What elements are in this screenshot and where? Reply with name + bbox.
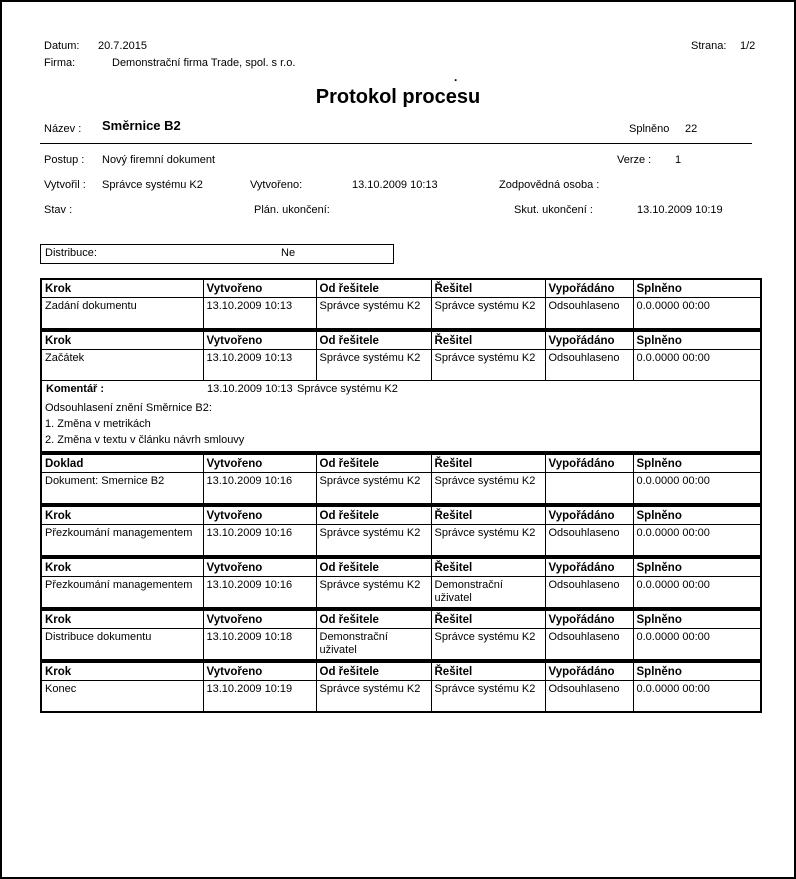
table-cell: Správce systému K2 xyxy=(316,473,431,505)
stray-dot: . xyxy=(454,70,458,84)
vytvoreno-value: 13.10.2009 10:13 xyxy=(352,179,438,191)
column-header: Krok xyxy=(41,506,203,525)
postup-value: Nový firemní dokument xyxy=(102,154,216,166)
divider-line xyxy=(40,143,752,144)
table-cell: Odsouhlaseno xyxy=(545,298,633,330)
table-cell: Odsouhlaseno xyxy=(545,350,633,381)
column-header: Splněno xyxy=(633,331,761,350)
verze-label: Verze : xyxy=(617,154,652,166)
process-tables xyxy=(40,278,760,713)
column-header: Řešitel xyxy=(431,279,545,298)
table-cell: Správce systému K2 xyxy=(431,473,545,505)
table-cell: 13.10.2009 10:18 xyxy=(203,629,316,661)
protocol-table xyxy=(40,505,762,557)
zodpovedna-label: Zodpovědná osoba : xyxy=(499,179,600,191)
table-cell: 13.10.2009 10:13 xyxy=(203,350,316,381)
table-cell: 0.0.0000 00:00 xyxy=(633,629,761,661)
skut-ukonceni-value: 13.10.2009 10:19 xyxy=(637,204,723,216)
column-header: Vypořádáno xyxy=(545,331,633,350)
column-header: Splněno xyxy=(633,506,761,525)
column-header: Krok xyxy=(41,662,203,681)
datum-label: Datum: xyxy=(44,40,80,52)
column-header: Řešitel xyxy=(431,662,545,681)
table-cell: Správce systému K2 xyxy=(316,577,431,609)
table-cell: Odsouhlaseno xyxy=(545,525,633,557)
protocol-table xyxy=(40,557,762,609)
table-cell: 13.10.2009 10:19 xyxy=(203,681,316,713)
column-header: Od řešitele xyxy=(316,331,431,350)
comment-date: 13.10.2009 10:13 xyxy=(207,383,293,395)
table-cell: Demonstrační uživatel xyxy=(431,577,545,609)
protocol-table xyxy=(40,330,762,453)
datum-value: 20.7.2015 xyxy=(98,40,147,52)
column-header: Vypořádáno xyxy=(545,662,633,681)
firma-value: Demonstrační firma Trade, spol. s r.o. xyxy=(112,57,296,69)
table-cell: 13.10.2009 10:16 xyxy=(203,577,316,609)
table-cell: Odsouhlaseno xyxy=(545,629,633,661)
column-header: Vytvořeno xyxy=(203,279,316,298)
table-cell: Distribuce dokumentu xyxy=(41,629,203,661)
column-header: Splněno xyxy=(633,610,761,629)
column-header: Krok xyxy=(41,279,203,298)
strana-value: 1/2 xyxy=(740,40,756,52)
column-header: Řešitel xyxy=(431,558,545,577)
protocol-table xyxy=(40,609,762,661)
table-cell: Přezkoumání managementem xyxy=(41,525,203,557)
column-header: Od řešitele xyxy=(316,506,431,525)
column-header: Vypořádáno xyxy=(545,279,633,298)
column-header: Řešitel xyxy=(431,610,545,629)
table-cell: Správce systému K2 xyxy=(431,525,545,557)
comment-line: 2. Změna v textu v článku návrh smlouvy xyxy=(45,434,245,446)
distribuce-value: Ne xyxy=(281,247,296,259)
table-cell: Odsouhlaseno xyxy=(545,577,633,609)
column-header: Od řešitele xyxy=(316,279,431,298)
column-header: Řešitel xyxy=(431,506,545,525)
column-header: Od řešitele xyxy=(316,610,431,629)
column-header: Krok xyxy=(41,610,203,629)
column-header: Řešitel xyxy=(431,331,545,350)
splneno-label: Splněno xyxy=(629,123,670,135)
page-title: Protokol procesu xyxy=(315,86,481,108)
table-cell: 13.10.2009 10:16 xyxy=(203,473,316,505)
table-cell: 0.0.0000 00:00 xyxy=(633,473,761,505)
column-header: Vypořádáno xyxy=(545,506,633,525)
table-cell: Přezkoumání managementem xyxy=(41,577,203,609)
strana-label: Strana: xyxy=(691,40,727,52)
table-cell: Dokument: Smernice B2 xyxy=(41,473,203,505)
table-cell: Začátek xyxy=(41,350,203,381)
column-header: Doklad xyxy=(41,454,203,473)
distribuce-box xyxy=(40,244,394,264)
table-cell: Demonstrační uživatel xyxy=(316,629,431,661)
column-header: Splněno xyxy=(633,279,761,298)
table-cell: Správce systému K2 xyxy=(431,350,545,381)
table-cell: 0.0.0000 00:00 xyxy=(633,577,761,609)
stav-label: Stav : xyxy=(44,204,73,216)
table-cell xyxy=(545,473,633,505)
table-cell: 0.0.0000 00:00 xyxy=(633,681,761,713)
column-header: Vypořádáno xyxy=(545,610,633,629)
table-cell: Správce systému K2 xyxy=(316,298,431,330)
vytvoreno-label: Vytvořeno: xyxy=(250,179,303,191)
protocol-table xyxy=(40,661,762,713)
table-cell: 0.0.0000 00:00 xyxy=(633,298,761,330)
column-header: Splněno xyxy=(633,662,761,681)
splneno-value: 22 xyxy=(685,123,698,135)
table-cell: Správce systému K2 xyxy=(316,525,431,557)
comment-line: Odsouhlasení znění Směrnice B2: xyxy=(45,402,212,414)
column-header: Krok xyxy=(41,331,203,350)
protocol-table xyxy=(40,278,762,330)
table-cell: 0.0.0000 00:00 xyxy=(633,525,761,557)
column-header: Vytvořeno xyxy=(203,610,316,629)
distribuce-label: Distribuce: xyxy=(45,247,97,259)
comment-line: 1. Změna v metrikách xyxy=(45,418,151,430)
column-header: Krok xyxy=(41,558,203,577)
plan-ukonceni-label: Plán. ukončení: xyxy=(254,204,330,216)
table-cell: Správce systému K2 xyxy=(431,629,545,661)
skut-ukonceni-label: Skut. ukončení : xyxy=(514,204,593,216)
table-cell: Správce systému K2 xyxy=(431,298,545,330)
vytvoril-label: Vytvořil : xyxy=(44,179,86,191)
column-header: Vytvořeno xyxy=(203,331,316,350)
column-header: Vypořádáno xyxy=(545,558,633,577)
column-header: Od řešitele xyxy=(316,662,431,681)
column-header: Řešitel xyxy=(431,454,545,473)
table-cell: Správce systému K2 xyxy=(316,681,431,713)
firma-label: Firma: xyxy=(44,57,76,69)
table-cell: 0.0.0000 00:00 xyxy=(633,350,761,381)
table-cell: Konec xyxy=(41,681,203,713)
postup-label: Postup : xyxy=(44,154,85,166)
column-header: Od řešitele xyxy=(316,558,431,577)
table-cell: 13.10.2009 10:16 xyxy=(203,525,316,557)
table-cell: Odsouhlaseno xyxy=(545,681,633,713)
column-header: Od řešitele xyxy=(316,454,431,473)
vytvoril-value: Správce systému K2 xyxy=(102,179,203,191)
column-header: Vytvořeno xyxy=(203,558,316,577)
column-header: Splněno xyxy=(633,454,761,473)
column-header: Vytvořeno xyxy=(203,506,316,525)
comment-author: Správce systému K2 xyxy=(297,383,398,395)
column-header: Vytvořeno xyxy=(203,454,316,473)
table-cell: Zadání dokumentu xyxy=(41,298,203,330)
table-cell: Správce systému K2 xyxy=(431,681,545,713)
nazev-label: Název : xyxy=(44,123,82,135)
protocol-table xyxy=(40,453,762,505)
column-header: Splněno xyxy=(633,558,761,577)
column-header: Vytvořeno xyxy=(203,662,316,681)
table-cell: Správce systému K2 xyxy=(316,350,431,381)
table-cell: 13.10.2009 10:13 xyxy=(203,298,316,330)
nazev-value: Směrnice B2 xyxy=(102,118,181,133)
comment-label: Komentář : xyxy=(46,383,105,395)
column-header: Vypořádáno xyxy=(545,454,633,473)
verze-value: 1 xyxy=(675,154,682,166)
